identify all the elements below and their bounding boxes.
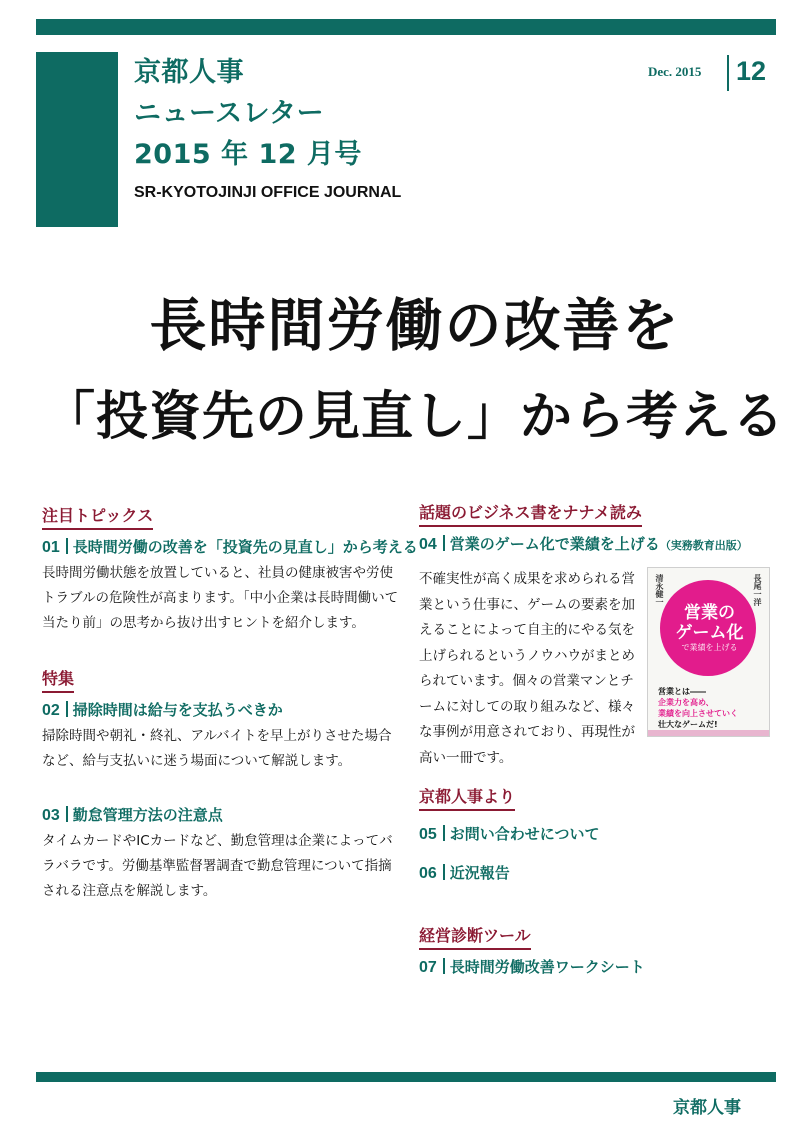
item-number: 06 [419, 865, 437, 882]
issue-number: 12 [736, 56, 767, 86]
title-line-1: 京都人事 [134, 57, 244, 88]
section-heading-business-book: 話題のビジネス書をナナメ読み [419, 500, 642, 527]
book-tagline-2: 企業力を高め、 [658, 698, 714, 707]
item-number: 04 [419, 536, 437, 553]
item-divider [443, 958, 445, 974]
book-author-left: 清永健一 [655, 574, 664, 606]
toc-item-07[interactable] [419, 956, 779, 977]
item-divider [443, 535, 445, 551]
item-number: 01 [42, 539, 60, 556]
section-heading-feature: 特集 [42, 666, 74, 693]
footer-brand: 京都人事 [673, 1098, 741, 1118]
toc-item-01[interactable] [42, 536, 418, 557]
toc-item-06[interactable] [419, 862, 779, 883]
item-title: 掃除時間は給与を支払うべきか [72, 701, 283, 719]
item-description: 長時間労働状態を放置していると、社員の健康被害や労使トラブルの危険性が高まります。「中小企業は長時間働いて当たり前」の思考から抜け出すヒントを紹介します。 [42, 565, 399, 631]
newsletter-title [134, 52, 362, 175]
book-description: 不確実性が高く成果を求められる営業という仕事に、ゲームの要素を加えることによって自主的にやる気を上げられるというノウハウがまとめられています。個々の営業マンとチームに対しての取り組みなど、様々な事例が用意されており、再現性が高い一冊です。 [419, 571, 635, 766]
item-description: タイムカードやICカードなど、勤怠管理は企業によってバラバラです。労働基準監督署調査で勤怠管理について指摘される注意点を解説します。 [42, 833, 393, 899]
item-divider [66, 538, 68, 554]
toc-item-02[interactable] [42, 699, 402, 720]
journal-subtitle: SR-KYOTOJINJI OFFICE JOURNAL [134, 184, 402, 201]
item-title: 勤怠管理方法の注意点 [72, 806, 223, 824]
item-number: 05 [419, 826, 437, 843]
item-publisher: （実務教育出版） [659, 539, 748, 552]
item-description: 掃除時間や朝礼・終礼、アルバイトを早上がりさせた場合など、給与支払いに迷う場面について解説します。 [42, 728, 392, 769]
book-author-right: 長尾一洋 [753, 574, 762, 606]
item-divider [443, 825, 445, 841]
toc-item-05[interactable] [419, 823, 779, 844]
headline-line-2: 「投資先の見直し」から考える [42, 387, 785, 447]
toc-item-04[interactable] [419, 533, 779, 554]
headline-line-1: 長時間労働の改善を [149, 293, 681, 359]
book-tagline-4: 壮大なゲームだ! [658, 720, 718, 729]
toc-item-03[interactable] [42, 804, 402, 825]
top-bar [36, 19, 776, 35]
book-tagline [658, 686, 763, 730]
book-tagline-3: 業績を向上させていく [658, 709, 738, 718]
right-column-lower [419, 784, 779, 977]
section-heading-topics: 注目トピックス [42, 503, 153, 530]
section-heading-diagnosis-tool: 経営診断ツール [419, 923, 531, 950]
side-color-block [36, 52, 118, 227]
book-title-line-2: ゲーム化 [675, 623, 744, 643]
title-line-3: 2015 年 12 月号 [134, 139, 362, 170]
item-title: 近況報告 [449, 864, 510, 882]
section-heading-kyotojinji: 京都人事より [419, 784, 515, 811]
item-number: 03 [42, 807, 60, 824]
item-title: 長時間労働の改善を「投資先の見直し」から考える [72, 538, 418, 556]
right-column [419, 500, 779, 554]
issue-date: Dec. 2015 [648, 64, 702, 79]
item-title: 長時間労働改善ワークシート [449, 958, 645, 976]
item-divider [66, 701, 68, 717]
book-band [648, 730, 770, 736]
bottom-bar [36, 1072, 776, 1082]
title-line-2: ニュースレター [134, 98, 325, 129]
book-title-line-1: 営業の [684, 603, 735, 623]
item-divider [443, 864, 445, 880]
book-subtitle: で業績を上げる [681, 643, 738, 652]
item-title: 営業のゲーム化で業績を上げる [449, 535, 660, 553]
book-cover-image [647, 567, 770, 737]
book-tagline-1: 営業とは―― [658, 687, 706, 696]
left-column [42, 503, 418, 904]
item-number: 02 [42, 702, 60, 719]
item-divider [66, 806, 68, 822]
item-title: お問い合わせについて [449, 825, 600, 843]
date-separator [727, 55, 729, 91]
item-number: 07 [419, 959, 437, 976]
